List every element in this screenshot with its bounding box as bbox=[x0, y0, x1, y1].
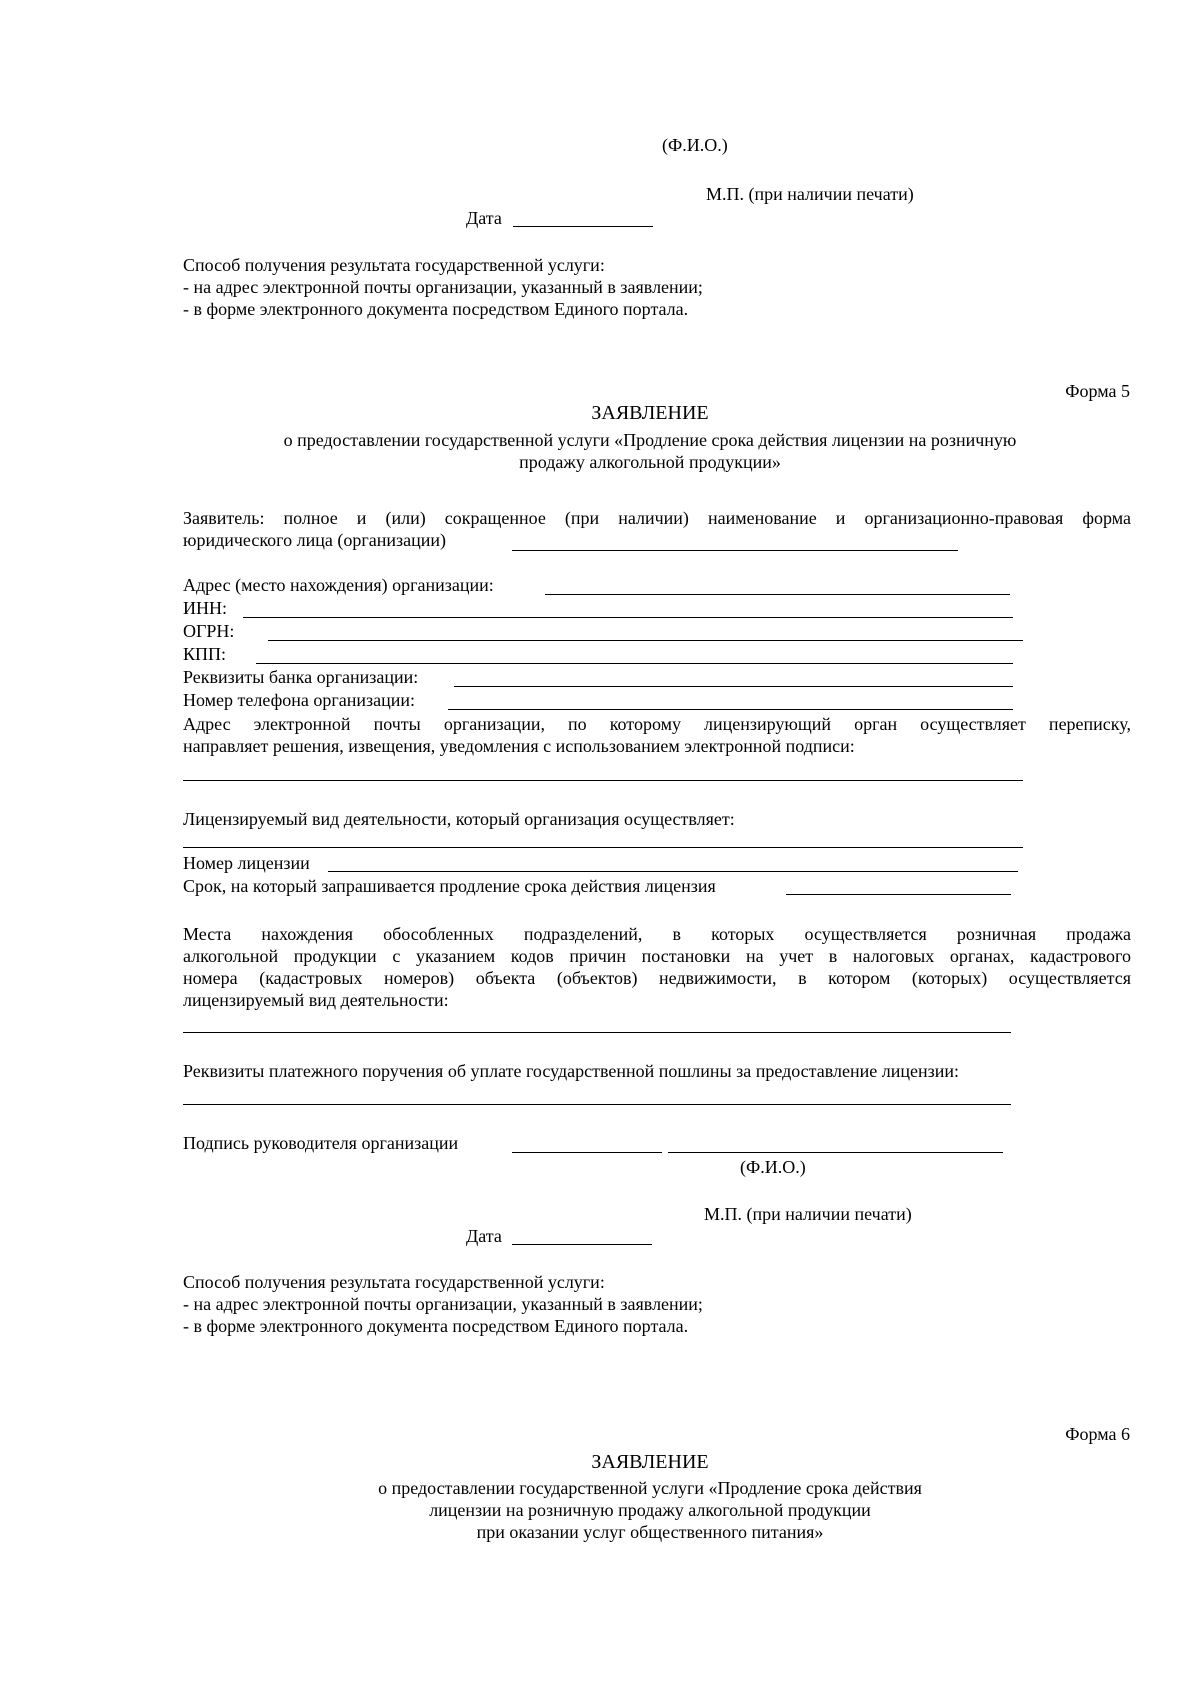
email-field[interactable] bbox=[183, 780, 1023, 781]
form5-fio-caption: (Ф.И.О.) bbox=[740, 1157, 806, 1177]
form5-applicant-line-1: Заявитель: полное и (или) сокращенное (при наличии) наименование и организационно-правовая форма bbox=[183, 508, 1131, 528]
inn-label: ИНН: bbox=[183, 598, 227, 618]
activity-field[interactable] bbox=[183, 847, 1023, 848]
kpp-label: КПП: bbox=[183, 644, 227, 664]
form6-subtitle-line-2: лицензии на розничную продажу алкогольной продукции bbox=[429, 1500, 871, 1520]
top-method-email: - на адрес электронной почты организации, указанный в заявлении; bbox=[183, 277, 703, 297]
places-line-4: лицензируемый вид деятельности: bbox=[183, 990, 449, 1010]
form5-date-label: Дата bbox=[466, 1226, 502, 1246]
form5-subtitle-line-1: о предоставлении государственной услуги «Продление срока действия лицензии на розничную bbox=[283, 430, 1017, 450]
form6-subtitle-line-3: при оказании услуг общественного питания» bbox=[476, 1522, 824, 1542]
license-number-label: Номер лицензии bbox=[183, 853, 310, 873]
payment-label: Реквизиты платежного поручения об уплате государственной пошлины за предоставление лицензии: bbox=[183, 1061, 959, 1081]
places-line-3: номера (кадастровых номеров) объекта (объектов) недвижимости, в котором (которых) осуществляется bbox=[183, 968, 1131, 988]
phone-field[interactable] bbox=[448, 709, 1013, 710]
email-line-1: Адрес электронной почты организации, по которому лицензирующий орган осуществляет переписку, bbox=[183, 714, 1131, 734]
phone-label: Номер телефона организации: bbox=[183, 690, 416, 710]
address-field[interactable] bbox=[545, 594, 1010, 595]
top-date-line[interactable] bbox=[513, 226, 653, 227]
payment-field[interactable] bbox=[183, 1104, 1011, 1105]
form5-applicant-line-2: юридического лица (организации) bbox=[183, 530, 446, 550]
license-number-field[interactable] bbox=[328, 871, 1018, 872]
signature-label: Подпись руководителя организации bbox=[183, 1133, 459, 1153]
applicant-name-field[interactable] bbox=[512, 550, 958, 551]
form5-date-field[interactable] bbox=[512, 1244, 652, 1245]
inn-field[interactable] bbox=[243, 617, 1013, 618]
signer-name-field[interactable] bbox=[668, 1152, 1003, 1153]
form6-subtitle-line-1: о предоставлении государственной услуги «Продление срока действия bbox=[378, 1478, 922, 1498]
top-fio-caption: (Ф.И.О.) bbox=[662, 135, 728, 155]
form6-title: ЗАЯВЛЕНИЕ bbox=[591, 1451, 709, 1473]
ogrn-label: ОГРН: bbox=[183, 621, 235, 641]
activity-label: Лицензируемый вид деятельности, который организация осуществляет: bbox=[183, 809, 735, 829]
form5-method-email: - на адрес электронной почты организации, указанный в заявлении; bbox=[183, 1294, 703, 1314]
bank-details-label: Реквизиты банка организации: bbox=[183, 667, 419, 687]
form5-seal-note: М.П. (при наличии печати) bbox=[704, 1204, 912, 1224]
extension-term-label: Срок, на который запрашивается продление срока действия лицензия bbox=[183, 876, 716, 896]
kpp-field[interactable] bbox=[256, 663, 1013, 664]
bank-details-field[interactable] bbox=[454, 686, 1013, 687]
form5-subtitle-line-2: продажу алкогольной продукции» bbox=[519, 452, 781, 472]
top-date-label: Дата bbox=[466, 208, 502, 228]
top-method-title: Способ получения результата государственной услуги: bbox=[183, 255, 605, 275]
places-field[interactable] bbox=[183, 1032, 1011, 1033]
form6-label: Форма 6 bbox=[1065, 1424, 1130, 1444]
form5-title: ЗАЯВЛЕНИЕ bbox=[591, 402, 709, 424]
places-line-1: Места нахождения обособленных подразделений, в которых осуществляется розничная продажа bbox=[183, 924, 1131, 944]
ogrn-field[interactable] bbox=[268, 640, 1023, 641]
top-seal-note: М.П. (при наличии печати) bbox=[706, 184, 914, 204]
extension-term-field[interactable] bbox=[786, 894, 1011, 895]
form5-method-title: Способ получения результата государственной услуги: bbox=[183, 1272, 605, 1292]
top-method-portal: - в форме электронного документа посредством Единого портала. bbox=[183, 299, 689, 319]
email-line-2: направляет решения, извещения, уведомления с использованием электронной подписи: bbox=[183, 736, 855, 756]
places-line-2: алкогольной продукции с указанием кодов причин постановки на учет в налоговых органах, кадастрового bbox=[183, 946, 1131, 966]
signature-field[interactable] bbox=[512, 1152, 662, 1153]
form5-method-portal: - в форме электронного документа посредством Единого портала. bbox=[183, 1316, 689, 1336]
address-label: Адрес (место нахождения) организации: bbox=[183, 575, 494, 595]
form5-label: Форма 5 bbox=[1065, 381, 1130, 401]
